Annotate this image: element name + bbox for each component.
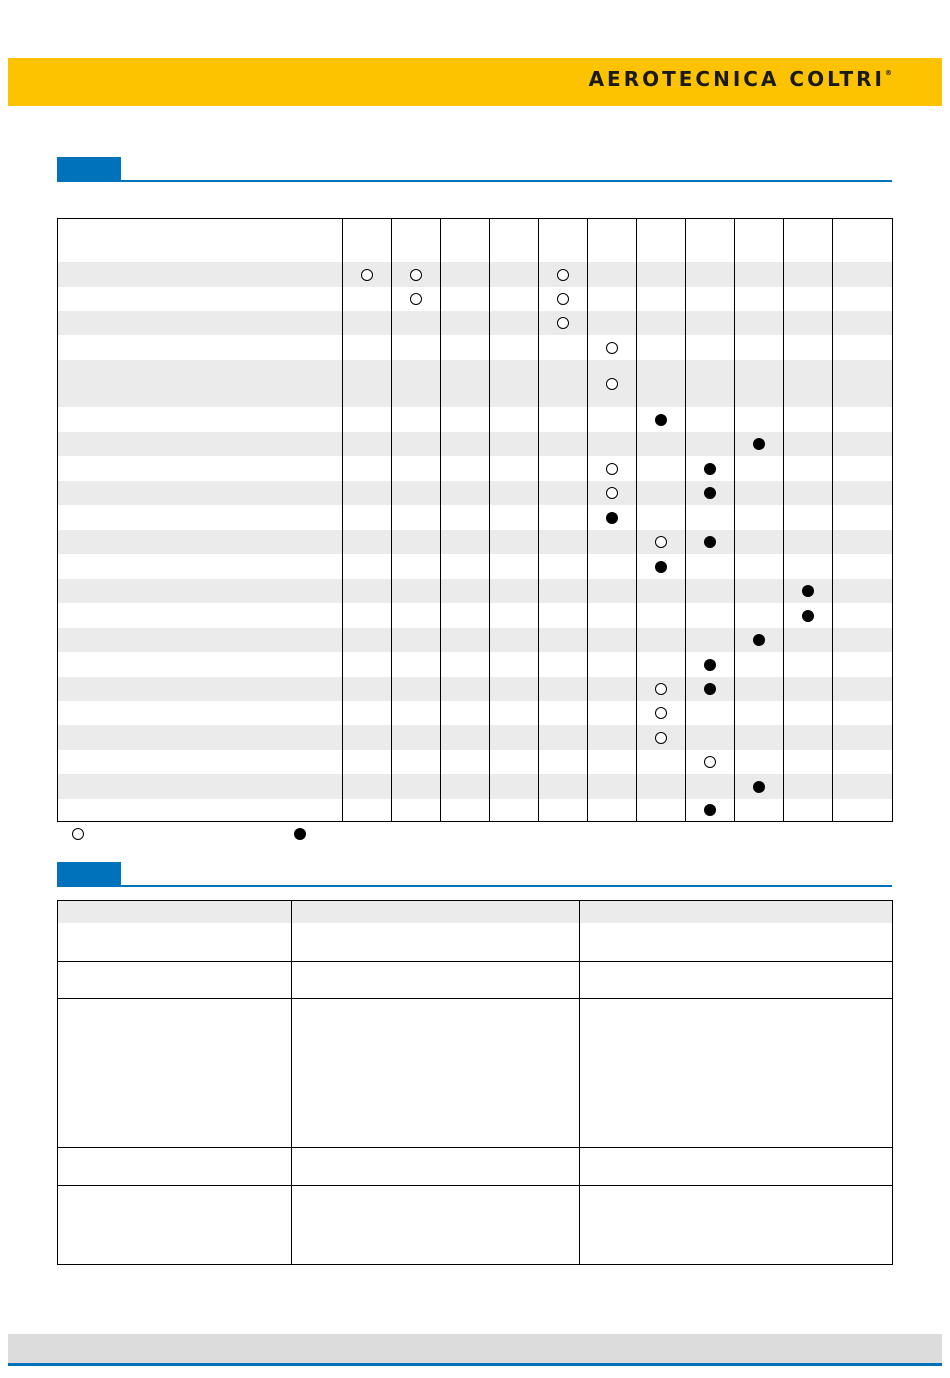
spec-row-divider (58, 998, 892, 999)
spec-col-divider (579, 901, 580, 1264)
matrix-col-divider (342, 219, 343, 821)
matrix-row (58, 725, 892, 750)
matrix-col-divider (489, 219, 490, 821)
matrix-row (58, 311, 892, 335)
spec-col-divider (291, 901, 292, 1264)
matrix-row (58, 701, 892, 725)
spec-table (57, 900, 893, 1265)
spec-row-divider (58, 1185, 892, 1186)
filled-circle-icon (753, 438, 765, 450)
matrix-row (58, 530, 892, 554)
matrix-row (58, 432, 892, 456)
open-circle-icon (410, 269, 422, 281)
matrix-row (58, 554, 892, 579)
footer-bar (8, 1334, 942, 1363)
open-circle-icon (557, 317, 569, 329)
filled-circle-icon (704, 804, 716, 816)
spec-header-row (58, 901, 892, 923)
open-circle-icon (606, 487, 618, 499)
matrix-row (58, 262, 892, 287)
filled-circle-icon (802, 610, 814, 622)
matrix-row (58, 407, 892, 432)
matrix-col-divider (832, 219, 833, 821)
filled-circle-icon (655, 414, 667, 426)
matrix-row (58, 579, 892, 603)
matrix-col-divider (391, 219, 392, 821)
matrix-row (58, 628, 892, 652)
open-circle-icon (606, 463, 618, 475)
open-circle-icon (361, 269, 373, 281)
open-circle-icon (557, 269, 569, 281)
filled-circle-icon (704, 487, 716, 499)
filled-circle-icon (704, 683, 716, 695)
matrix-row (58, 335, 892, 360)
matrix-row (58, 603, 892, 628)
filled-circle-icon (753, 781, 765, 793)
matrix-row (58, 287, 892, 311)
footer-rule (8, 1363, 942, 1366)
matrix-col-divider (440, 219, 441, 821)
matrix-row (58, 677, 892, 701)
compatibility-matrix (57, 218, 893, 822)
filled-circle-icon (704, 536, 716, 548)
section-rule-2 (57, 885, 892, 887)
matrix-row (58, 456, 892, 481)
open-circle-icon (655, 732, 667, 744)
spec-row-divider (58, 1147, 892, 1148)
open-circle-icon (606, 342, 618, 354)
legend-open-circle-icon (72, 828, 84, 840)
filled-circle-icon (704, 463, 716, 475)
filled-circle-icon (655, 561, 667, 573)
filled-circle-icon (606, 512, 618, 524)
matrix-col-divider (734, 219, 735, 821)
matrix-row (58, 652, 892, 677)
open-circle-icon (606, 378, 618, 390)
open-circle-icon (704, 756, 716, 768)
open-circle-icon (655, 707, 667, 719)
open-circle-icon (557, 293, 569, 305)
section-tab-2 (57, 862, 121, 886)
section-rule-1 (57, 180, 892, 182)
brand-logo: AEROTECNICA COLTRI® (588, 67, 892, 91)
matrix-row (58, 750, 892, 774)
open-circle-icon (655, 536, 667, 548)
filled-circle-icon (802, 585, 814, 597)
spec-row-divider (58, 961, 892, 962)
filled-circle-icon (753, 634, 765, 646)
matrix-col-divider (685, 219, 686, 821)
matrix-row (58, 774, 892, 799)
legend-filled-circle-icon (294, 828, 306, 840)
matrix-col-divider (783, 219, 784, 821)
matrix-row (58, 505, 892, 530)
matrix-col-divider (587, 219, 588, 821)
open-circle-icon (655, 683, 667, 695)
matrix-row (58, 360, 892, 407)
matrix-row (58, 481, 892, 505)
matrix-row (58, 799, 892, 821)
filled-circle-icon (704, 659, 716, 671)
matrix-col-divider (636, 219, 637, 821)
section-tab-1 (57, 157, 121, 181)
matrix-col-divider (538, 219, 539, 821)
open-circle-icon (410, 293, 422, 305)
